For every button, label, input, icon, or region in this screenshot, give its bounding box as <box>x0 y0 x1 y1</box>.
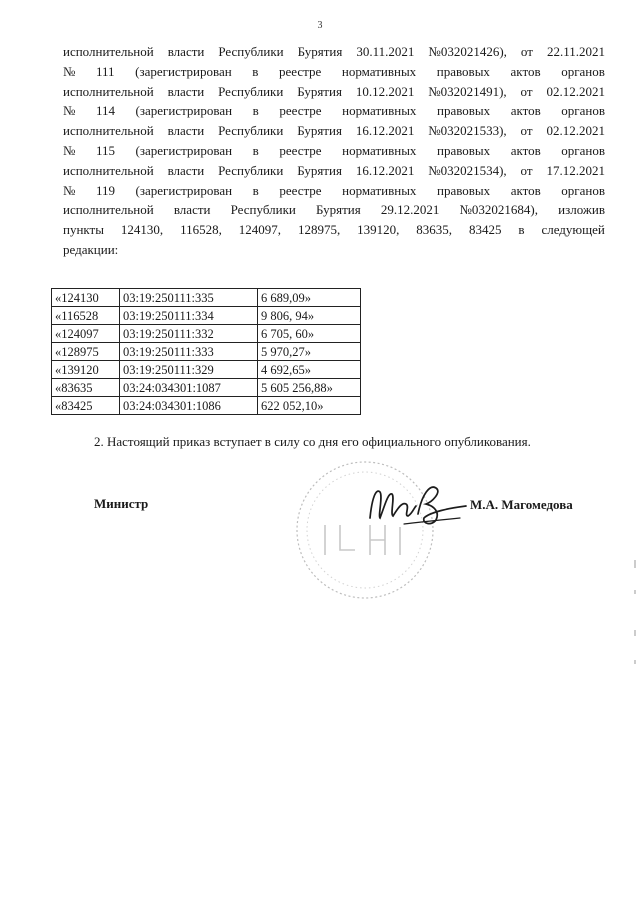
value-cell: 6 689,09» <box>258 289 361 307</box>
paragraph-word: редакции: <box>63 241 119 257</box>
paragraph-word: №032021491), <box>428 83 507 99</box>
paragraph-line <box>63 101 605 121</box>
paragraph-word: 116528, <box>180 222 222 238</box>
paragraph-word: 10.12.2021 <box>355 83 415 99</box>
paragraph-word: исполнительной <box>63 44 154 59</box>
point-number-cell: «124097 <box>52 325 120 343</box>
paragraph-word: 114 <box>95 103 115 119</box>
paragraph-line <box>63 181 605 201</box>
paragraph-word: в <box>252 63 259 79</box>
paragraph-word: в <box>252 103 259 119</box>
paragraph-line <box>63 42 605 62</box>
paragraph-word: органов <box>561 182 605 198</box>
signatory-position: Министр <box>94 496 149 511</box>
value-cell: 9 806, 94» <box>258 307 361 325</box>
cadastral-points-table <box>51 288 361 415</box>
table-row <box>52 397 361 415</box>
paragraph-word: власти <box>167 83 205 99</box>
paragraph-word: актов <box>510 142 541 158</box>
paragraph-word: исполнительной <box>63 202 154 218</box>
paragraph-word: исполнительной <box>63 83 154 99</box>
paragraph-word: 16.12.2021 <box>355 162 415 178</box>
point-number-cell: «128975 <box>52 343 120 361</box>
paragraph-word: № <box>63 103 76 119</box>
paragraph-word: правовых <box>436 103 491 119</box>
paragraph-word: правовых <box>436 142 491 158</box>
paragraph-word: следующей <box>541 222 605 238</box>
paragraph-word: реестре <box>279 182 322 198</box>
paragraph-word: власти <box>167 162 205 178</box>
paragraph-word: Республики <box>218 162 284 178</box>
paragraph-word: №032021533), <box>428 123 507 139</box>
paragraph-word: в <box>252 142 259 158</box>
paragraph-word: 30.11.2021 <box>356 44 415 59</box>
paragraph-word: органов <box>561 142 605 158</box>
paragraph-word: 115 <box>95 142 115 158</box>
paragraph-line <box>63 200 605 220</box>
paragraph-word: 02.12.2021 <box>546 123 605 139</box>
cadastral-number-cell: 03:19:250111:334 <box>120 307 258 325</box>
table-row <box>52 379 361 397</box>
paragraph-word: пункты <box>63 222 104 238</box>
paragraph-word: в <box>252 182 259 198</box>
paragraph-word: № <box>63 142 76 158</box>
cadastral-number-cell: 03:19:250111:329 <box>120 361 258 379</box>
point-number-cell: «83425 <box>52 397 120 415</box>
clause-2: 2. Настоящий приказ вступает в силу со дня его официального опубликования. <box>94 434 531 449</box>
paragraph-word: правовых <box>436 63 490 79</box>
paragraph-word: №032021684), <box>459 202 538 218</box>
paragraph-word: от <box>520 44 533 59</box>
paragraph-word: власти <box>173 202 211 218</box>
paragraph-word: нормативных <box>342 142 417 158</box>
paragraph-word: (зарегистрирован <box>135 142 233 158</box>
paragraph-word: 83635, <box>416 222 453 238</box>
paragraph-line <box>63 220 605 240</box>
paragraph-word: органов <box>561 103 605 119</box>
paragraph-word: Бурятия <box>315 202 361 218</box>
paragraph-line <box>63 240 605 260</box>
point-number-cell: «83635 <box>52 379 120 397</box>
paragraph-word: Республики <box>218 123 284 139</box>
signatory-name: М.А. Магомедова <box>470 497 573 512</box>
paragraph-line <box>63 121 605 141</box>
paragraph-word: 139120, <box>357 222 400 238</box>
paragraph-word: исполнительной <box>63 123 154 139</box>
paragraph-word: Республики <box>230 202 296 218</box>
paragraph-word: Бурятия <box>297 83 342 99</box>
paragraph-word: власти <box>167 44 205 59</box>
cadastral-number-cell: 03:19:250111:332 <box>120 325 258 343</box>
value-cell: 4 692,65» <box>258 361 361 379</box>
paragraph-word: 16.12.2021 <box>355 123 415 139</box>
order-paragraph <box>63 42 605 260</box>
paragraph-word: реестре <box>279 63 322 79</box>
paragraph-word: актов <box>510 182 541 198</box>
table-row <box>52 289 361 307</box>
paragraph-word: нормативных <box>342 182 417 198</box>
paragraph-word: (зарегистрирован <box>135 182 233 198</box>
paragraph-word: 128975, <box>297 222 341 238</box>
table-row <box>52 307 361 325</box>
cadastral-number-cell: 03:24:034301:1086 <box>120 397 258 415</box>
paragraph-word: актов <box>510 63 541 79</box>
paragraph-word: реестре <box>279 103 322 119</box>
paragraph-word: № <box>63 182 76 198</box>
paragraph-word: изложив <box>558 202 605 218</box>
paragraph-word: исполнительной <box>63 162 154 178</box>
paragraph-word: в <box>518 222 525 238</box>
paragraph-word: от <box>520 123 533 139</box>
paragraph-word: нормативных <box>341 63 417 79</box>
paragraph-word: Бурятия <box>297 123 342 139</box>
paragraph-word: (зарегистрирован <box>135 63 232 79</box>
handwritten-signature <box>360 478 470 533</box>
value-cell: 6 705, 60» <box>258 325 361 343</box>
table-row <box>52 325 361 343</box>
paragraph-word: №032021426), <box>428 44 507 59</box>
value-cell: 5 970,27» <box>258 343 361 361</box>
paragraph-word: 83425 <box>468 222 502 238</box>
paragraph-word: 02.12.2021 <box>546 83 605 99</box>
paragraph-word: 22.11.2021 <box>546 44 605 59</box>
paragraph-word: №032021534), <box>428 162 507 178</box>
value-cell: 622 052,10» <box>258 397 361 415</box>
paragraph-line <box>63 82 605 102</box>
paragraph-word: Республики <box>218 83 284 99</box>
paragraph-word: Бурятия <box>297 44 343 59</box>
paragraph-word: нормативных <box>342 103 417 119</box>
value-cell: 5 605 256,88» <box>258 379 361 397</box>
point-number-cell: «116528 <box>52 307 120 325</box>
paragraph-line <box>63 62 605 82</box>
paragraph-word: 119 <box>95 182 115 198</box>
paragraph-line <box>63 141 605 161</box>
point-number-cell: «124130 <box>52 289 120 307</box>
paragraph-word: 124097, <box>238 222 282 238</box>
table-row <box>52 343 361 361</box>
paragraph-word: 124130, <box>120 222 164 238</box>
paragraph-word: правовых <box>436 182 491 198</box>
paragraph-word: актов <box>510 103 541 119</box>
paragraph-word: Бурятия <box>297 162 342 178</box>
paragraph-word: от <box>520 83 533 99</box>
paragraph-word: (зарегистрирован <box>135 103 233 119</box>
point-number-cell: «139120 <box>52 361 120 379</box>
paragraph-word: 111 <box>96 63 115 79</box>
cadastral-number-cell: 03:19:250111:333 <box>120 343 258 361</box>
cadastral-number-cell: 03:19:250111:335 <box>120 289 258 307</box>
page-number: 3 <box>317 20 323 31</box>
paragraph-word: органов <box>561 63 605 79</box>
cadastral-number-cell: 03:24:034301:1087 <box>120 379 258 397</box>
paragraph-line <box>63 161 605 181</box>
paragraph-word: 29.12.2021 <box>380 202 440 218</box>
scan-edge-mark <box>632 560 638 680</box>
paragraph-word: реестре <box>279 142 322 158</box>
paragraph-word: власти <box>167 123 205 139</box>
paragraph-word: от <box>520 162 533 178</box>
paragraph-word: Республики <box>218 44 284 59</box>
paragraph-word: 17.12.2021 <box>546 162 605 178</box>
paragraph-word: № <box>63 63 76 79</box>
table-row <box>52 361 361 379</box>
